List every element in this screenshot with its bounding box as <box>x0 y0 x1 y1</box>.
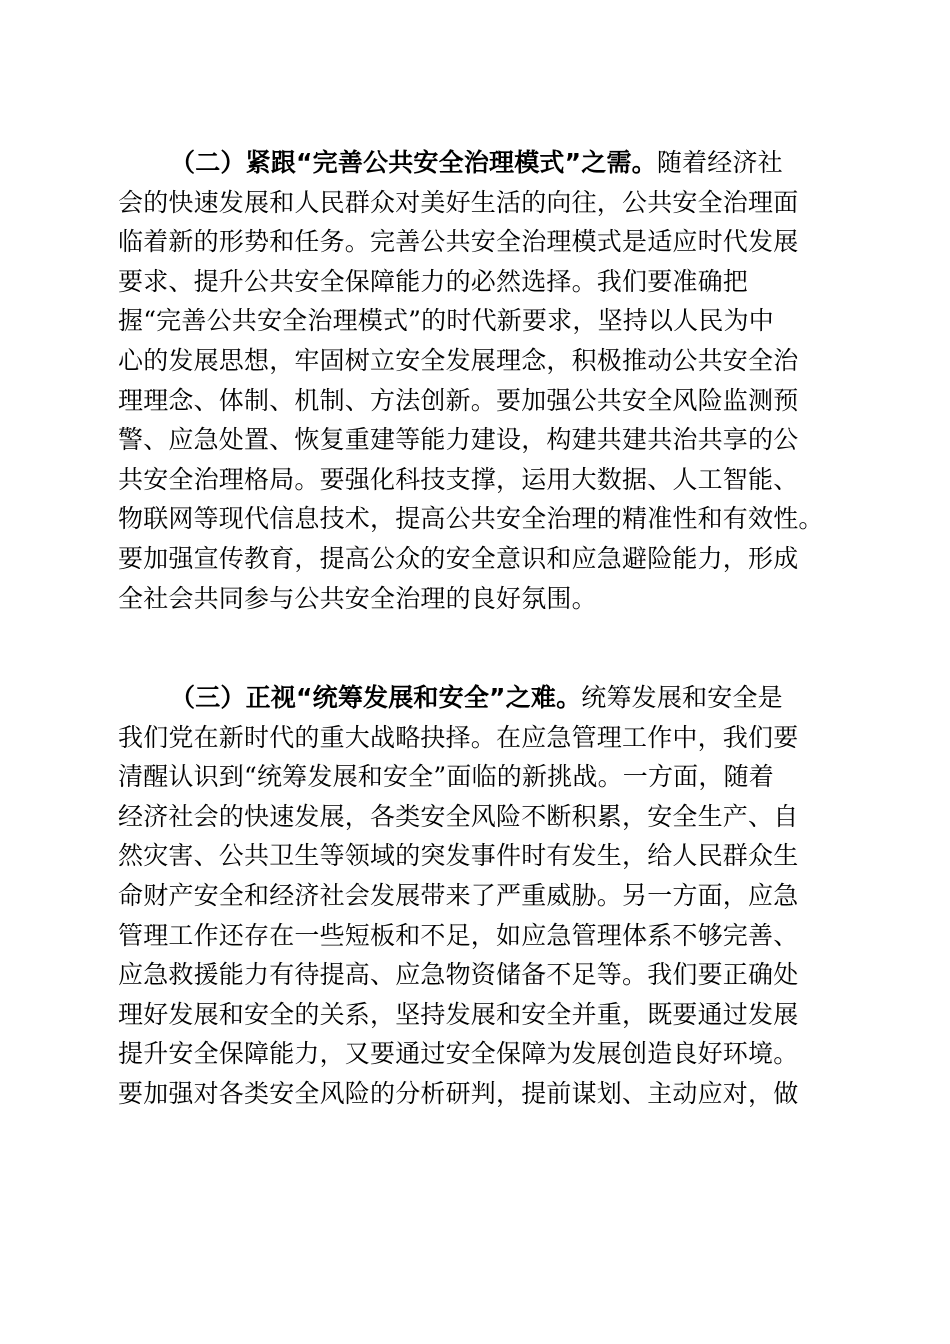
paragraph-line: 共安全治理格局。要强化科技支撑，运用大数据、人工智能、 <box>118 464 799 494</box>
paragraph-line: 警、应急处置、恢复重建等能力建设，构建共建共治共享的公 <box>118 425 799 455</box>
paragraph-line: 然灾害、公共卫生等领域的突发事件时有发生，给人民群众生 <box>118 841 799 871</box>
paragraph-3-first-line <box>118 678 838 718</box>
paragraph-line: 提升安全保障能力，又要通过安全保障为发展创造良好环境。 <box>118 1039 799 1069</box>
paragraph-line: 要加强宣传教育，提高公众的安全意识和应急避险能力，形成 <box>118 543 799 573</box>
paragraph-line: 会的快速发展和人民群众对美好生活的向往，公共安全治理面 <box>118 187 799 217</box>
paragraph-line: 经济社会的快速发展，各类安全风险不断积累，安全生产、自 <box>118 801 799 831</box>
paragraph-line: 理好发展和安全的关系，坚持发展和安全并重，既要通过发展 <box>118 999 799 1029</box>
paragraph-line: 物联网等现代信息技术，提高公共安全治理的精准性和有效性。 <box>118 504 824 534</box>
paragraph-2 <box>118 143 838 618</box>
paragraph-line: 临着新的形势和任务。完善公共安全治理模式是适应时代发展 <box>118 227 799 257</box>
paragraph-3-heading: （三）正视“统筹发展和安全”之难。 <box>170 683 582 712</box>
paragraph-3 <box>118 678 838 1114</box>
paragraph-line: 清醒认识到“统筹发展和安全”面临的新挑战。一方面，随着 <box>118 762 774 792</box>
paragraph-2-first-line-rest: 随着经济社 <box>656 148 783 177</box>
paragraph-line: 我们党在新时代的重大战略抉择。在应急管理工作中，我们要 <box>118 722 799 752</box>
paragraph-2-first-line <box>118 143 838 183</box>
paragraph-3-first-line-rest: 统筹发展和安全是 <box>581 683 783 712</box>
paragraph-line: 应急救援能力有待提高、应急物资储备不足等。我们要正确处 <box>118 960 799 990</box>
paragraph-line: 管理工作还存在一些短板和不足，如应急管理体系不够完善、 <box>118 920 799 950</box>
paragraph-line: 握“完善公共安全治理模式”的时代新要求，坚持以人民为中 <box>118 306 774 336</box>
paragraph-line: 要加强对各类安全风险的分析研判，提前谋划、主动应对，做 <box>118 1078 799 1108</box>
paragraph-line: 全社会共同参与公共安全治理的良好氛围。 <box>118 583 597 613</box>
paragraph-line: 命财产安全和经济社会发展带来了严重威胁。另一方面，应急 <box>118 880 799 910</box>
paragraph-line: 要求、提升公共安全保障能力的必然选择。我们要准确把 <box>118 266 749 296</box>
paragraph-line: 心的发展思想，牢固树立安全发展理念，积极推动公共安全治 <box>118 345 799 375</box>
paragraph-2-heading: （二）紧跟“完善公共安全治理模式”之需。 <box>170 148 657 177</box>
paragraph-line: 理理念、体制、机制、方法创新。要加强公共安全风险监测预 <box>118 385 799 415</box>
